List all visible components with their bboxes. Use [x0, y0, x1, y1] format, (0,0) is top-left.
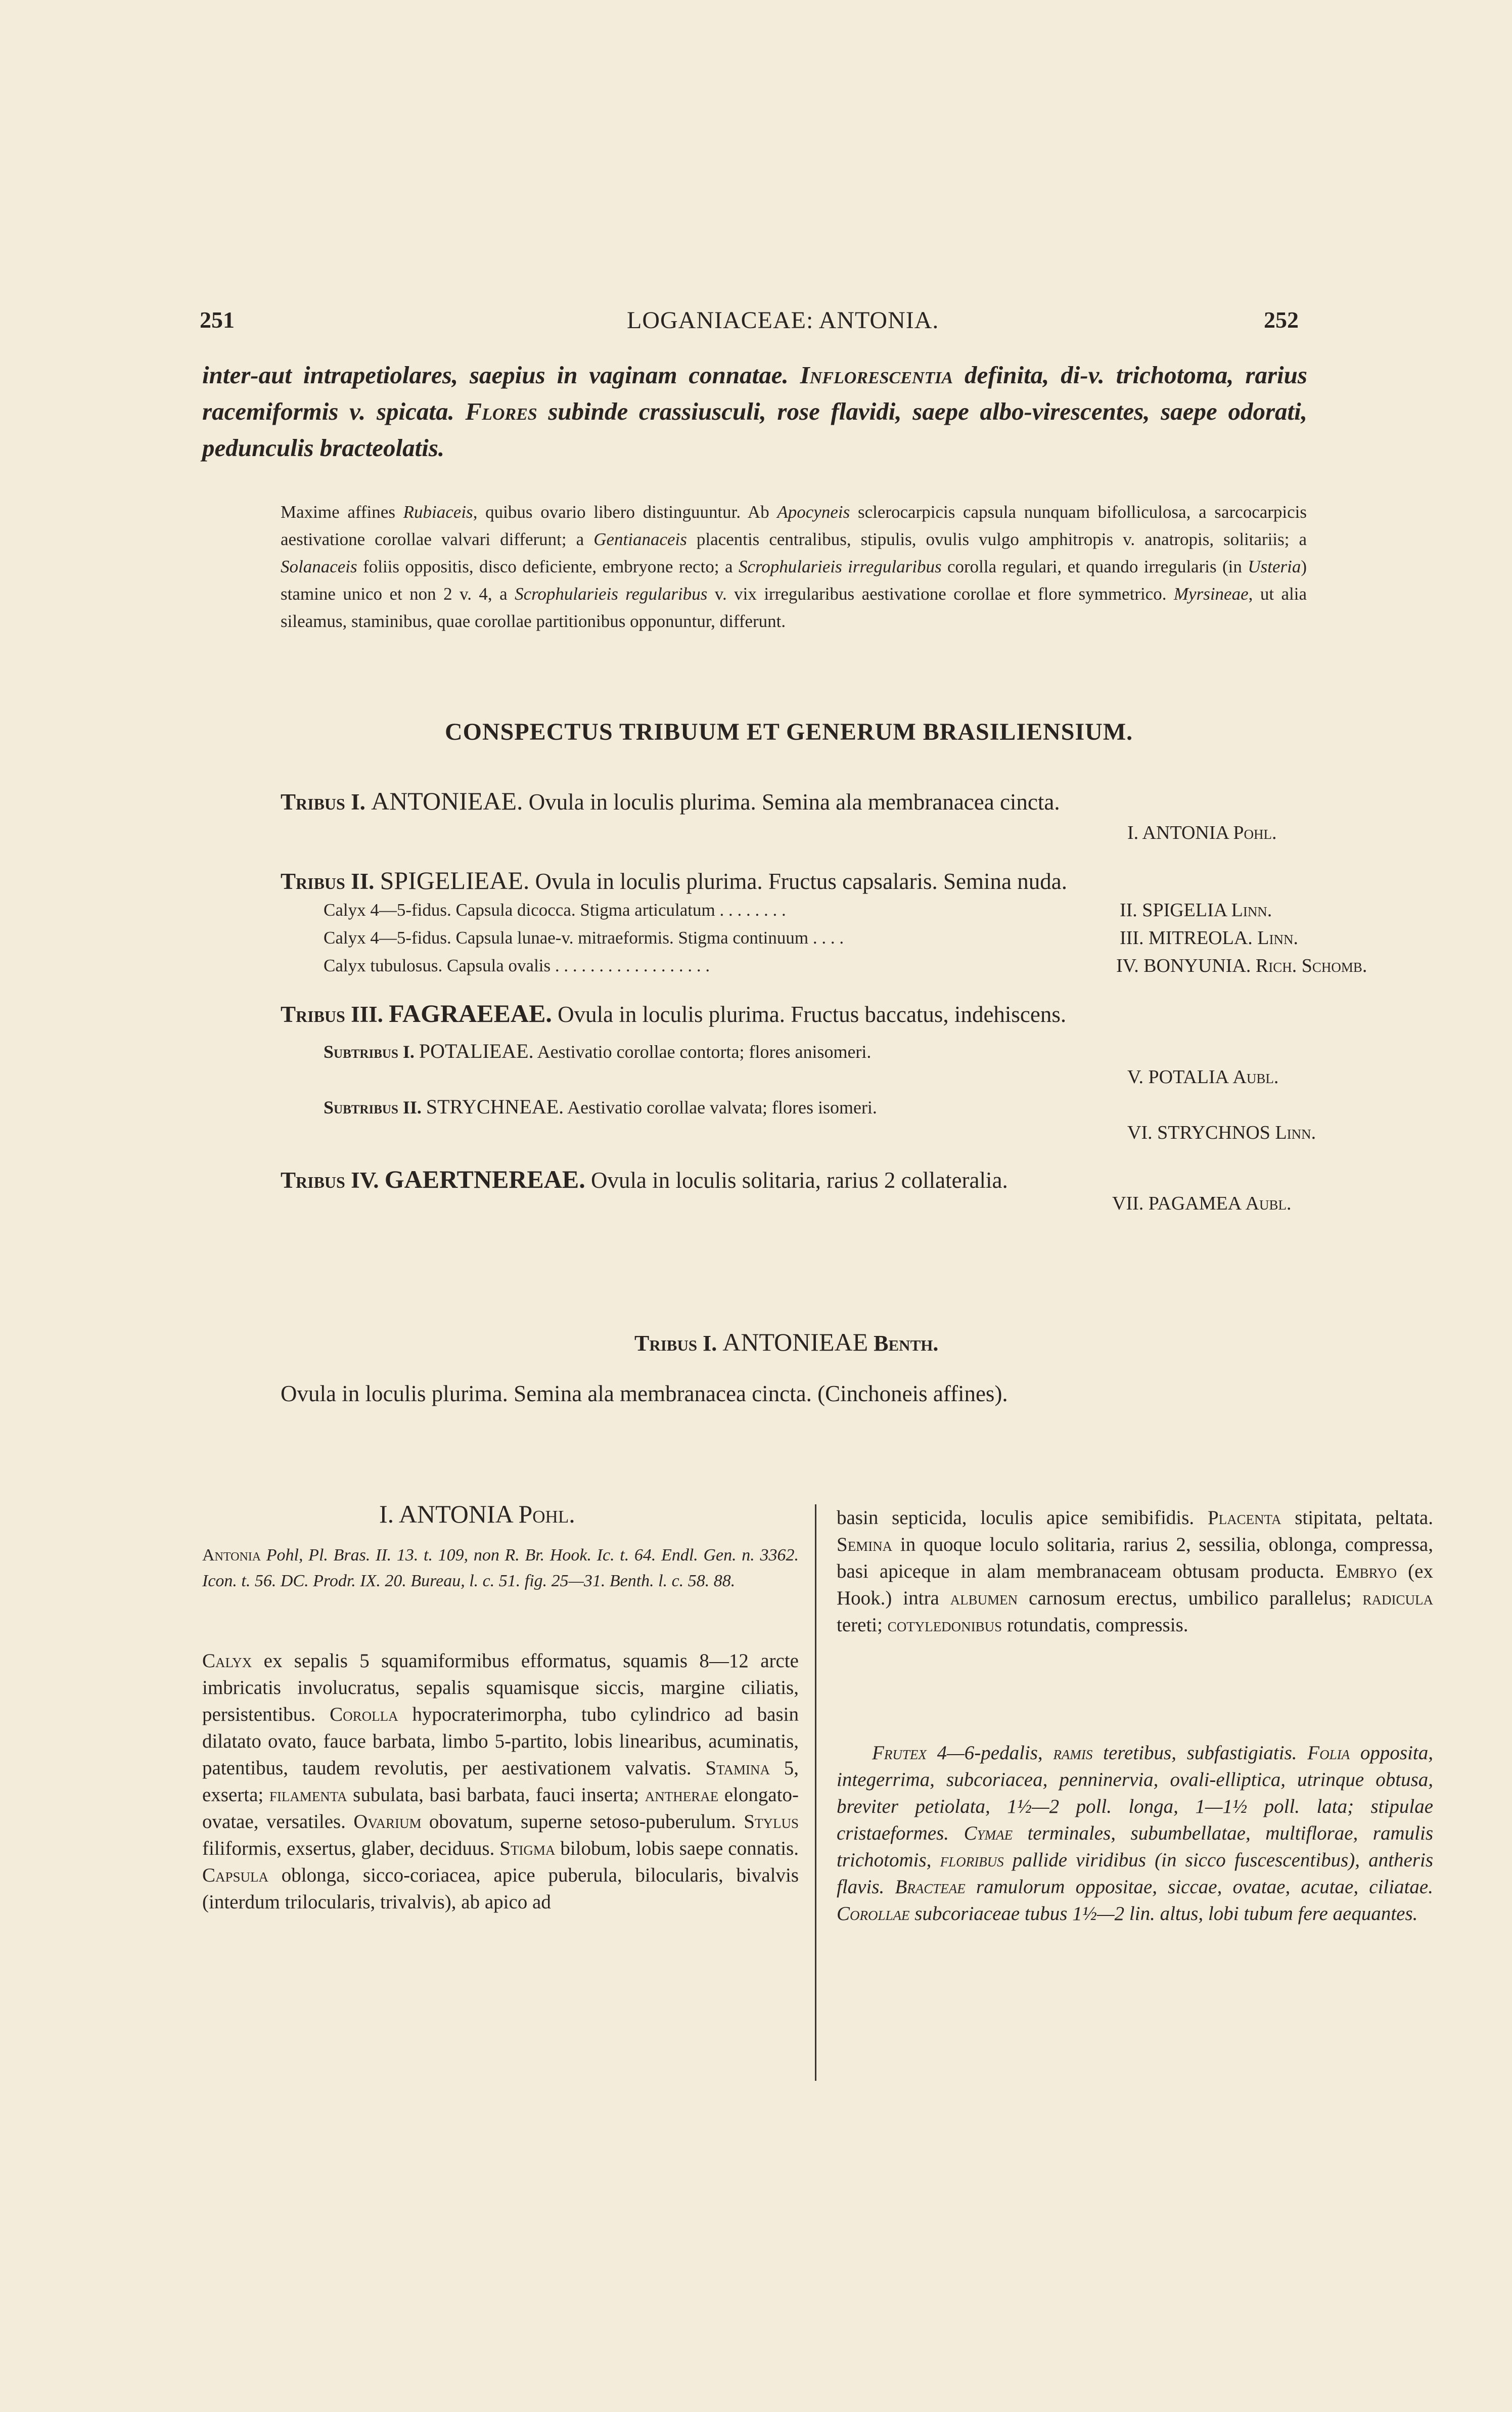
tribus-3-label: Tribus III.	[281, 1002, 383, 1027]
key-row-3	[324, 956, 710, 976]
tribus-3-desc: Ovula in loculis plurima. Fructus baccatus, indehiscens.	[558, 1002, 1067, 1027]
subtribus-1-desc: Aestivatio corollae contorta; flores anisomeri.	[537, 1042, 872, 1062]
genus-description-left-segment: bilobum, lobis saepe connatis.	[555, 1838, 799, 1859]
genus-references-segment: Pohl, Pl. Bras. II. 13. t. 109, non R. Br. Hook. Ic. t. 64. Endl. Gen. n. 3362. Icon. t. 56. DC. Prodr. IX. 20. Bureau, l. c. 51. fig. 25—31. Benth. l. c. 58. 88.	[202, 1546, 799, 1590]
genus-description-right-segment: (ex Hook.) intra	[837, 1560, 1433, 1609]
affinity-note-segment: Myrsineae	[1173, 584, 1249, 604]
genus-references	[202, 1542, 799, 1594]
species-habit	[837, 1739, 1433, 1927]
affinity-note-segment: corolla regulari, et quando irregularis (in	[941, 557, 1248, 576]
genus-description-left-segment: Stigma	[499, 1838, 556, 1859]
genus-description-right-segment: basin septicida, loculis apice semibifidis.	[837, 1507, 1208, 1529]
species-habit-segment: ramis	[1053, 1742, 1093, 1764]
genus-1-name: I. ANTONIA	[1127, 822, 1228, 843]
affinity-note-segment: v. vix irregularibus aestivatione corollae et flore symmetrico.	[707, 584, 1174, 604]
page-number-right: 252	[1264, 307, 1299, 333]
genus-description-left-segment: Stylus	[744, 1811, 799, 1833]
affinity-note-segment: Maxime affines	[281, 502, 403, 522]
genus-heading	[379, 1499, 575, 1529]
species-habit-segment: Folia	[1307, 1742, 1350, 1764]
affinity-note-segment: Usteria	[1248, 557, 1301, 576]
genus-description-right-segment: in quoque loculo solitaria, rarius 2, sessilia, oblonga, compressa, basi apiceque in alam membranaceam obtusam producta.	[837, 1534, 1433, 1582]
species-habit-segment: opposita, integerrima, subcoriacea, penninervia, ovali-elliptica, utrinque obtusa, breviter petiolata, 1½—2 poll. longa, 1—1½ poll. lata; stipulae cristaeformes.	[837, 1742, 1433, 1844]
key-row-3-dots: . . . . . . . . . . . . . . . . . .	[555, 956, 710, 975]
species-habit-segment: Cymae	[964, 1822, 1013, 1844]
genus-description-left-segment: filamenta	[269, 1784, 347, 1806]
genus-3-author: Linn.	[1257, 927, 1298, 949]
genus-6-author: Linn.	[1275, 1122, 1316, 1143]
affinity-note-segment: Rubiaceis	[403, 502, 473, 522]
intro-paragraph-segment: Inflorescentia	[800, 361, 953, 389]
page-number-left: 251	[200, 307, 235, 333]
tribe-heading-author: Benth.	[874, 1331, 939, 1356]
tribus-2-name: SPIGELIEAE.	[380, 866, 530, 895]
subtribus-2-desc: Aestivatio corollae valvata; flores isomeri.	[567, 1097, 877, 1118]
genus-description-left-segment: antherae	[645, 1784, 719, 1806]
subtribus-2-line	[324, 1095, 877, 1119]
tribus-3-line	[281, 999, 1066, 1028]
affinity-note-segment: ) stamine unico et non 2 v. 4, a	[281, 557, 1307, 604]
affinity-note-segment: Gentianaceis	[593, 529, 687, 549]
running-title: LOGANIACEAE: ANTONIA.	[627, 307, 939, 334]
genus-1-author: Pohl.	[1233, 822, 1277, 843]
species-habit-segment: Frutex	[872, 1742, 927, 1764]
tribus-2-label: Tribus II.	[281, 869, 375, 894]
affinity-note-segment: sclerocarpicis capsula nunquam bifolliculosa, a sarcocarpicis aestivatione corollae valvari differunt; a	[281, 502, 1307, 549]
genus-description-right-segment: Placenta	[1207, 1507, 1281, 1529]
key-row-2-text: Calyx 4—5-fidus. Capsula lunae-v. mitraeformis. Stigma continuum	[324, 928, 809, 948]
subtribus-1-line	[324, 1039, 871, 1063]
subtribus-1-name: POTALIEAE.	[419, 1040, 534, 1062]
tribus-1-desc: Ovula in loculis plurima. Semina ala membranacea cincta.	[528, 789, 1060, 815]
genus-description-right-segment: rotundatis, compressis.	[1002, 1614, 1188, 1636]
key-row-2-genus	[1120, 927, 1298, 949]
genus-description-left-segment: obovatum, superne setoso-puberulum.	[421, 1811, 744, 1833]
genus-5-author: Aubl.	[1232, 1066, 1279, 1088]
affinity-note-segment: Solanaceis	[281, 557, 357, 576]
genus-description-right-segment: radicula	[1362, 1587, 1433, 1609]
genus-description-left-segment: Corolla	[330, 1704, 398, 1725]
key-row-2-dots: . . . .	[812, 928, 844, 948]
tribe-heading-label: Tribus I.	[634, 1331, 717, 1356]
subtribus-1-label: Subtribus I.	[324, 1042, 415, 1062]
genus-description-left-segment: ex sepalis 5 squamiformibus efformatus, squamis 8—12 arcte imbricatis involucratus, sepalis squamisque siccis, margine ciliatis, persistentibus.	[202, 1650, 799, 1725]
genus-heading-author: Pohl.	[518, 1500, 575, 1528]
key-row-1-genus	[1120, 899, 1272, 921]
genus-7-entry	[1112, 1192, 1292, 1215]
intro-paragraph-segment: Flores	[465, 397, 537, 425]
affinity-note-segment: , ut alia sileamus, staminibus, quae corollae partitionibus opponuntur, differunt.	[281, 584, 1307, 631]
key-row-2	[324, 928, 844, 948]
key-row-1-dots: . . . . . . . .	[719, 900, 786, 920]
genus-description-left-segment: Capsula	[202, 1864, 269, 1886]
genus-description-left-segment: oblonga, sicco-coriacea, apice puberula, bilocularis, bivalvis (interdum trilocularis, trivalvis), ab apico ad	[202, 1864, 799, 1913]
genus-description-right-segment: albumen	[950, 1587, 1018, 1609]
key-row-1-text: Calyx 4—5-fidus. Capsula dicocca. Stigma articulatum	[324, 900, 715, 920]
affinity-note-segment: , quibus ovario libero distinguuntur. Ab	[473, 502, 777, 522]
key-row-3-genus	[1116, 955, 1367, 977]
intro-paragraph-segment: subinde crassiusculi, rose flavidi, saepe albo-virescentes, saepe odorati, pedunculis bracteolatis.	[202, 397, 1308, 462]
species-habit-segment: terminales, subumbellatae, multiflorae, ramulis trichotomis,	[837, 1822, 1434, 1871]
tribe-description: Ovula in loculis plurima. Semina ala membranacea cincta. (Cinchoneis affines).	[281, 1381, 1008, 1406]
genus-heading-name: I. ANTONIA	[379, 1500, 512, 1528]
genus-description-left-segment: Calyx	[202, 1650, 252, 1672]
genus-description-left-segment: hypocraterimorpha, tubo cylindrico ad basin dilatato ovato, fauce barbata, limbo 5-partito, lobis linearibus, acuminatis, patentibus, taudem revolutis, per aestivationem valvatis.	[202, 1704, 799, 1779]
genus-description-right-segment: Embryo	[1335, 1560, 1397, 1582]
tribus-2-line	[281, 866, 1067, 895]
genus-references-segment: Antonia	[202, 1546, 261, 1565]
column-divider	[815, 1504, 816, 2081]
tribe-heading-name: ANTONIEAE	[722, 1328, 868, 1356]
tribus-1-label: Tribus I.	[281, 789, 365, 815]
species-habit-segment: pallide viridibus (in sicco fuscescentibus), antheris flavis.	[837, 1849, 1433, 1898]
genus-4-author: Rich. Schomb.	[1255, 955, 1367, 976]
subtribus-2-label: Subtribus II.	[324, 1097, 422, 1118]
key-row-3-text: Calyx tubulosus. Capsula ovalis	[324, 956, 551, 975]
tribus-4-label: Tribus IV.	[281, 1168, 379, 1193]
species-habit-segment: teretibus, subfastigiatis.	[1092, 1742, 1308, 1764]
genus-description-right-segment: carnosum erectus, umbilico parallelus;	[1018, 1587, 1363, 1609]
affinity-note-segment: Scrophularieis irregularibus	[738, 557, 942, 576]
tribus-1-line	[281, 786, 1060, 816]
tribus-1-name: ANTONIEAE.	[371, 787, 523, 815]
genus-2-author: Linn.	[1231, 900, 1272, 921]
genus-description-right-segment: cotyledonibus	[887, 1614, 1002, 1636]
genus-4-name: IV. BONYUNIA.	[1116, 955, 1251, 976]
conspectus-title: CONSPECTUS TRIBUUM ET GENERUM BRASILIENSIUM.	[445, 719, 1133, 745]
genus-5-entry	[1127, 1066, 1278, 1088]
intro-paragraph-segment: definita, di-v. trichotoma, rarius racemiformis v. spicata.	[202, 361, 1307, 425]
key-row-1	[324, 900, 786, 920]
genus-description-right-segment: Semina	[837, 1534, 893, 1555]
genus-6-name: VI. STRYCHNOS	[1127, 1122, 1270, 1143]
affinity-note-segment: placentis centralibus, stipulis, ovulis vulgo amphitropis v. anatropis, solitariis; a	[686, 529, 1307, 549]
affinity-note-segment: Apocyneis	[777, 502, 850, 522]
genus-1-entry	[1127, 822, 1276, 844]
genus-2-name: II. SPIGELIA	[1120, 900, 1227, 921]
tribus-4-desc: Ovula in loculis solitaria, rarius 2 collateralia.	[590, 1168, 1008, 1193]
species-habit-segment: ramulorum oppositae, siccae, ovatae, acutae, ciliatae.	[965, 1876, 1433, 1898]
genus-description-right-segment: stipitata, peltata.	[1281, 1507, 1433, 1529]
genus-5-name: V. POTALIA	[1127, 1066, 1228, 1088]
affinity-note-segment: foliis oppositis, disco deficiente, embryone recto; a	[357, 557, 739, 576]
genus-3-name: III. MITREOLA.	[1120, 927, 1253, 949]
intro-paragraph	[202, 357, 1307, 466]
genus-description-left-segment: Stamina	[705, 1757, 770, 1779]
genus-description-left-segment: 5, exserta;	[202, 1757, 799, 1806]
intro-paragraph-segment: inter-aut intrapetiolares, saepius in vaginam connatae.	[202, 361, 800, 389]
tribus-4-name: GAERTNEREAE.	[384, 1165, 585, 1193]
tribus-2-desc: Ovula in loculis plurima. Fructus capsalaris. Semina nuda.	[535, 869, 1067, 894]
genus-description-right-segment: tereti;	[837, 1614, 888, 1636]
affinity-note	[281, 499, 1307, 635]
genus-description-left-segment: elongato-ovatae, versatiles.	[202, 1784, 799, 1833]
tribe-heading	[634, 1327, 938, 1357]
genus-6-entry	[1127, 1122, 1316, 1144]
tribus-4-line	[281, 1165, 1008, 1194]
species-habit-segment: Corollae	[837, 1903, 910, 1925]
species-habit-segment: subcoriaceae tubus 1½—2 lin. altus, lobi tubum fere aequantes.	[909, 1903, 1418, 1925]
genus-description-left-segment: subulata, basi barbata, fauci inserta;	[347, 1784, 645, 1806]
subtribus-2-name: STRYCHNEAE.	[426, 1095, 564, 1118]
genus-description-right	[837, 1504, 1433, 1638]
genus-7-name: VII. PAGAMEA	[1112, 1193, 1241, 1214]
genus-description-left	[202, 1647, 799, 1915]
species-habit-segment: floribus	[940, 1849, 1004, 1871]
genus-7-author: Aubl.	[1245, 1193, 1292, 1214]
affinity-note-segment: Scrophularieis regularibus	[515, 584, 708, 604]
genus-description-left-segment: filiformis, exsertus, glaber, deciduus.	[202, 1838, 500, 1859]
species-habit-segment: Bracteae	[895, 1876, 966, 1898]
genus-description-left-segment: Ovarium	[353, 1811, 422, 1833]
species-habit-segment: 4—6-pedalis,	[926, 1742, 1053, 1764]
tribus-3-name: FAGRAEEAE.	[389, 999, 552, 1028]
